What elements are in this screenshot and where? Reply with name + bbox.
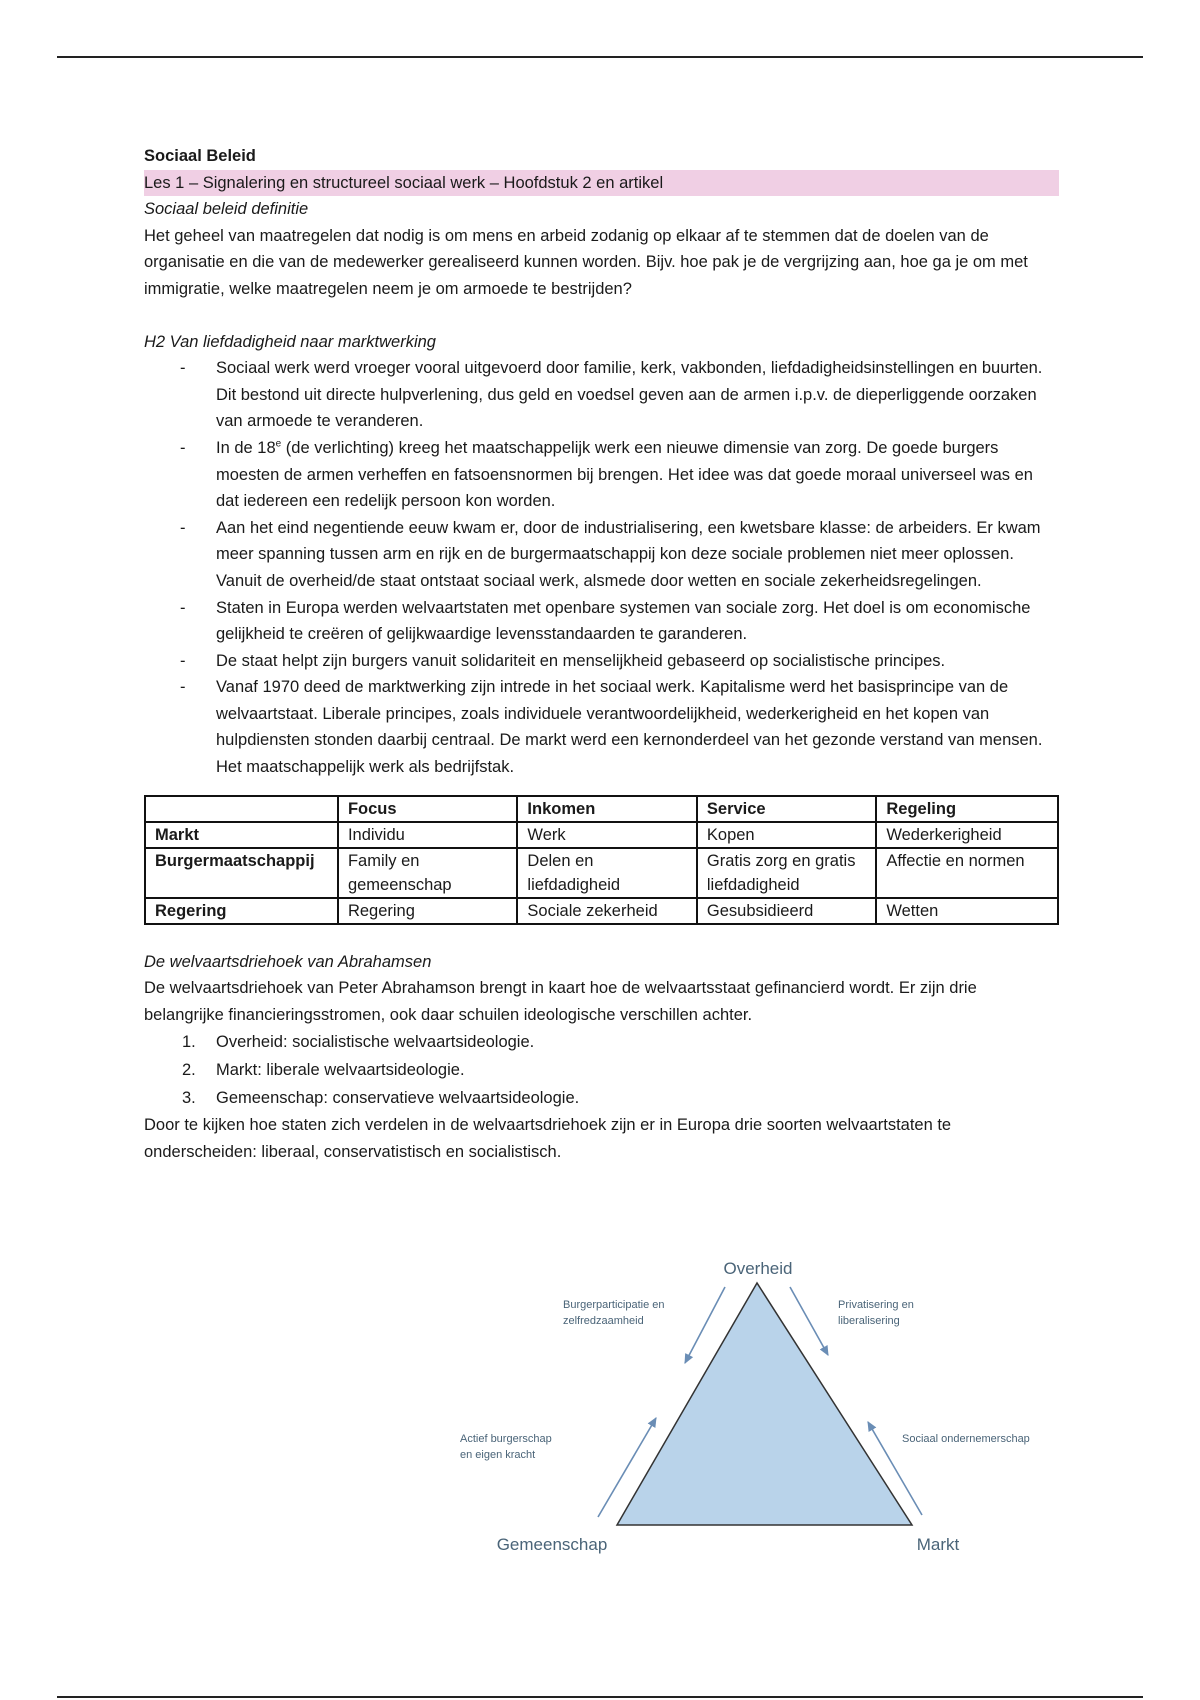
list-item: [144, 1084, 1059, 1112]
table-cell: Sociale zekerheid: [517, 898, 696, 924]
table-cell: Burgermaatschappij: [145, 848, 338, 898]
list-item: [144, 1028, 1059, 1056]
list-item: - De staat helpt zijn burgers vanuit solidariteit en menselijkheid gebaseerd op socialistische principes.: [144, 648, 1059, 675]
list-item-text: Gemeenschap: conservatieve welvaartsideologie.: [216, 1089, 580, 1108]
superscript: e: [275, 438, 282, 450]
list-item-text: (de verlichting) kreeg het maatschappelijk werk een nieuwe dimensie van zorg. De goede burgers moesten de armen verheffen en fatsoensnormen bij brengen. Het idee was dat goede moraal universeel was en dat iedereen een redelijk persoon kon worden.: [216, 438, 1033, 511]
list-item: - Staten in Europa werden welvaartstaten met openbare systemen van sociale zorg. Het doel is om economische gelijkheid te creëren of gelijkwaardige levensstandaarden te garanderen.: [144, 595, 1059, 648]
h2-heading: H2 Van liefdadigheid naar marktwerking: [144, 332, 436, 351]
welfare-triangle-diagram: [460, 1245, 1080, 1565]
list-item: [144, 435, 1059, 515]
closing-text: Door te kijken hoe staten zich verdelen in de welvaartsdriehoek zijn er in Europa drie soorten welvaartstaten te onderscheiden: liberaal, conservatistisch en socialistisch.: [144, 1116, 952, 1162]
label-overheid: Overheid: [723, 1259, 793, 1278]
table-cell: Individu: [338, 822, 517, 848]
label-upper-right-2: liberalisering: [838, 1315, 900, 1327]
lesson-heading: Les 1 – Signalering en structureel sociaal werk – Hoofdstuk 2 en artikel: [144, 170, 1059, 197]
table-cell: Wetten: [876, 898, 1058, 924]
table-cell: Werk: [517, 822, 696, 848]
document-title: Sociaal Beleid: [144, 147, 256, 165]
list-item-text: In de 18: [216, 438, 276, 457]
ideology-list: [144, 1028, 1059, 1112]
label-upper-left-1: Burgerparticipatie en: [563, 1299, 665, 1311]
list-item-text: Markt: liberale welvaartsideologie.: [216, 1061, 465, 1080]
table-header: [145, 796, 338, 822]
list-item-text: Overheid: socialistische welvaartsideologie.: [216, 1033, 535, 1052]
table-header: Focus: [338, 796, 517, 822]
table-cell: Gesubsidieerd: [697, 898, 876, 924]
table-row: [145, 898, 1058, 924]
top-rule: [57, 56, 1143, 58]
list-item: [144, 1056, 1059, 1084]
table-header-row: [145, 796, 1058, 822]
table-cell: Gratis zorg en gratis liefdadigheid: [697, 848, 876, 898]
list-number: 2.: [182, 1061, 196, 1080]
table-cell: Markt: [145, 822, 338, 848]
list-item: - Sociaal werk werd vroeger vooral uitgevoerd door familie, kerk, vakbonden, liefdadigheidsinstellingen en buurten. Dit bestond uit directe hulpverlening, dus geld en voedsel geven aan de armen i.p.v. de dieperliggende oorzaken van armoede te veranderen.: [144, 355, 1059, 435]
label-markt: Markt: [916, 1535, 960, 1554]
label-lower-right: Sociaal ondernemerschap: [902, 1433, 1030, 1445]
list-number: 1.: [182, 1033, 196, 1052]
table-cell: Affectie en normen: [876, 848, 1058, 898]
list-number: 3.: [182, 1089, 196, 1108]
table-header: Service: [697, 796, 876, 822]
table-cell: Regering: [145, 898, 338, 924]
table-row: [145, 822, 1058, 848]
label-upper-left-2: zelfredzaamheid: [563, 1315, 644, 1327]
table-cell: Kopen: [697, 822, 876, 848]
triangle-svg: [460, 1245, 1080, 1565]
history-list: [144, 355, 1059, 781]
document-body: [144, 143, 1059, 1166]
definition-text: Het geheel van maatregelen dat nodig is om mens en arbeid zodanig op elkaar af te stemmen dat de doelen van de organisatie en die van de medewerker gerealiseerd kunnen worden. Bijv. hoe pak je de vergrijzing aan, hoe ga je om met immigratie, welke maatregelen neem je om armoede te bestrijden?: [144, 226, 1028, 298]
welfare-table: [144, 795, 1059, 925]
table-cell: Regering: [338, 898, 517, 924]
label-lower-left-2: en eigen kracht: [460, 1449, 536, 1461]
table-header: Inkomen: [517, 796, 696, 822]
triangle-text: De welvaartsdriehoek van Peter Abrahamson brengt in kaart hoe de welvaartsstaat gefinancierd wordt. Er zijn drie belangrijke financieringsstromen, ook daar schuilen ideologische verschillen achter.: [144, 979, 977, 1024]
label-gemeenschap: Gemeenschap: [496, 1535, 608, 1554]
definition-heading: Sociaal beleid definitie: [144, 200, 309, 219]
table-cell: Delen en liefdadigheid: [517, 848, 696, 898]
triangle-heading: De welvaartsdriehoek van Abrahamsen: [144, 952, 432, 971]
table-header: Regeling: [876, 796, 1058, 822]
table-row: [145, 848, 1058, 898]
table-cell: Family en gemeenschap: [338, 848, 517, 898]
bottom-rule: [57, 1696, 1143, 1698]
table-cell: Wederkerigheid: [876, 822, 1058, 848]
label-lower-left-1: Actief burgerschap: [460, 1433, 552, 1445]
list-item: - Vanaf 1970 deed de marktwerking zijn intrede in het sociaal werk. Kapitalisme werd het basisprincipe van de welvaartstaat. Liberale principes, zoals individuele verantwoordelijkheid, wederkerigheid en het kopen van hulpdiensten stonden daarbij centraal. De markt werd een kernonderdeel van het gezonde verstand van mensen. Het maatschappelijk werk als bedrijfstak.: [144, 674, 1059, 780]
label-upper-right-1: Privatisering en: [838, 1299, 914, 1311]
list-item: - Aan het eind negentiende eeuw kwam er, door de industrialisering, een kwetsbare klasse: de arbeiders. Er kwam meer spanning tussen arm en rijk en de burgermaatschappij kon deze sociale problemen niet meer oplossen. Vanuit de overheid/de staat ontstaat sociaal werk, alsmede door wetten en sociale zekerheidsregelingen.: [144, 515, 1059, 595]
